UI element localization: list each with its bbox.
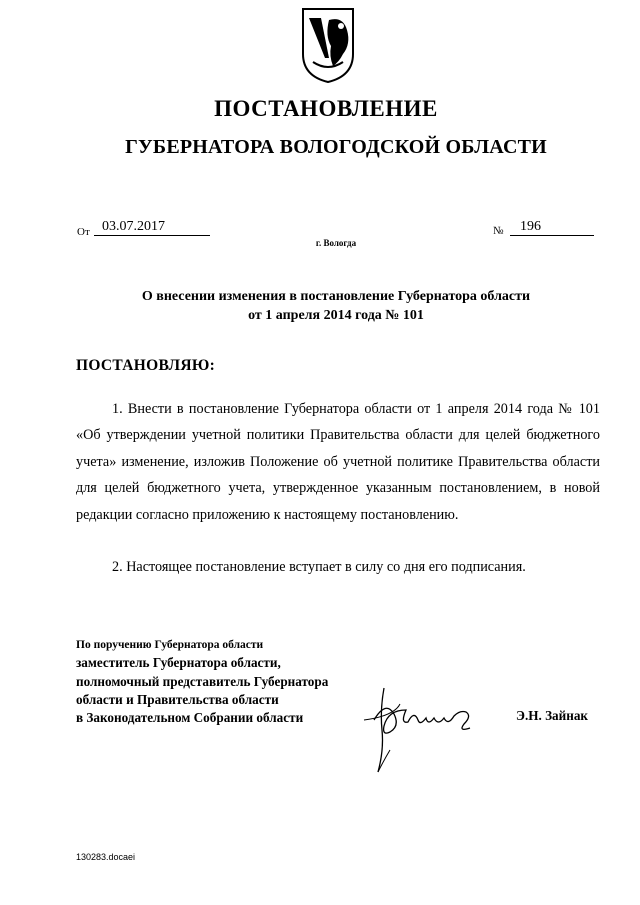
handwritten-signature: [354, 680, 494, 780]
subject-line-2: от 1 апреля 2014 года № 101: [248, 308, 424, 323]
document-city: г. Вологда: [315, 238, 357, 248]
date-prefix: От: [77, 226, 90, 238]
paragraph-1: 1. Внести в постановление Губернатора области от 1 апреля 2014 года № 101 «Об утверждении учетной политики Правительства области для целей бюджетного учета» изменение, изложив Положение об учетной политике Правительства области для целей бюджетного учета, утвержденное указанным постановлением, в новой редакции согласно приложению к настоящему постановлению.: [76, 401, 600, 523]
signatory-line-2: заместитель Губернатора области,: [76, 655, 281, 671]
decree-heading: ПОСТАНОВЛЯЮ:: [76, 357, 216, 374]
subject-line-1: О внесении изменения в постановление Губернатора области: [141, 289, 531, 304]
file-reference: 130283.docaei: [76, 852, 136, 862]
document-number: 196: [510, 219, 594, 236]
signatory-block: [76, 636, 376, 727]
issuing-authority: ГУБЕРНАТОРА ВОЛОГОДСКОЙ ОБЛАСТИ: [125, 136, 547, 158]
document-title: ПОСТАНОВЛЕНИЕ: [214, 96, 438, 121]
signatory-line-5: в Законодательном Собрании области: [76, 710, 304, 726]
signer-name: Э.Н. Зайнак: [516, 708, 589, 723]
signatory-line-4: области и Правительства области: [76, 691, 279, 707]
coat-of-arms-emblem: [299, 6, 357, 84]
document-subject: [0, 287, 640, 325]
document-date: 03.07.2017: [94, 219, 210, 236]
number-prefix: №: [493, 225, 504, 237]
signatory-line-3: полномочный представитель Губернатора: [76, 673, 329, 689]
paragraph-2: 2. Настоящее постановление вступает в силу со дня его подписания.: [112, 559, 526, 575]
signatory-line-1: По поручению Губернатора области: [76, 639, 264, 651]
